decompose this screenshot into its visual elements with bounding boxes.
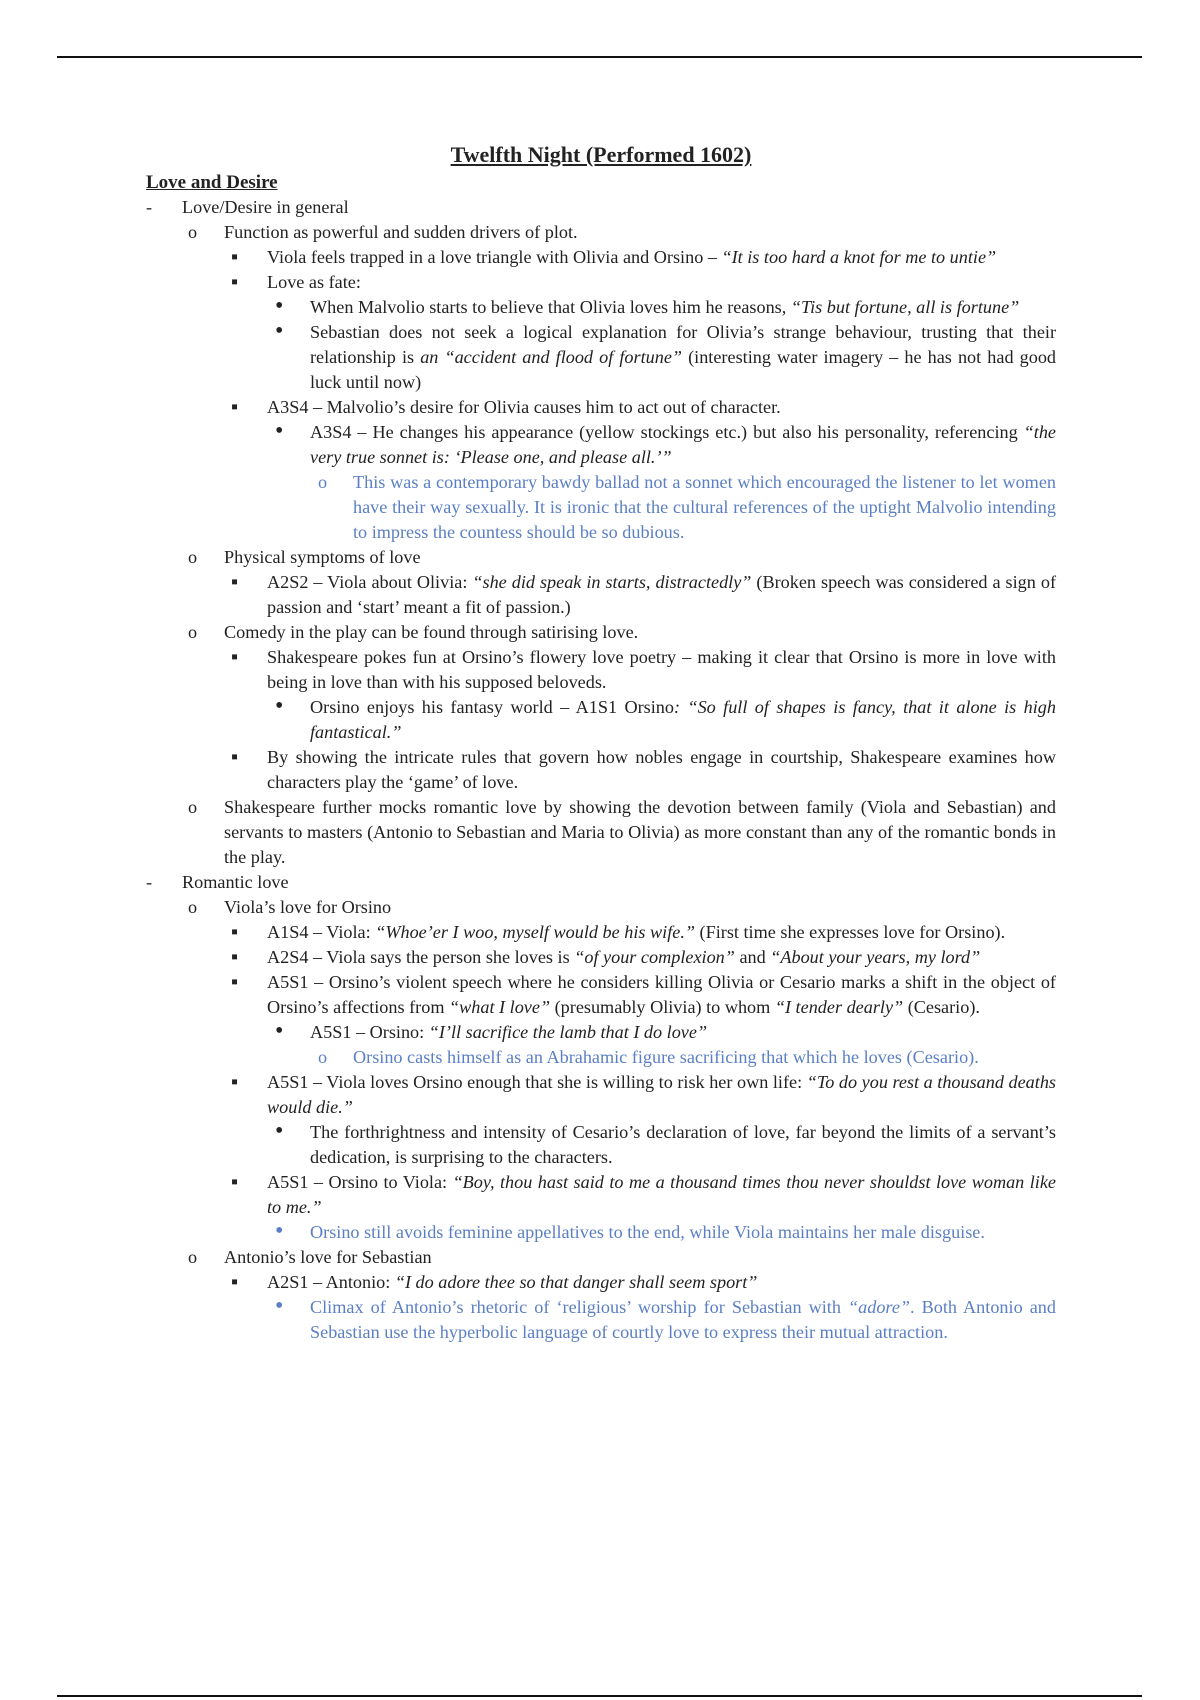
item-text: A2S1 – Antonio: bbox=[267, 1272, 395, 1292]
top-rule bbox=[57, 56, 1142, 58]
item-text: Shakespeare further mocks romantic love by showing the devotion between family (Viola and Sebastian) and servants to masters (Antonio to Sebastian and Maria to Olivia) as more constant than any of the romantic bonds in the play. bbox=[224, 797, 1056, 867]
dash-marker: - bbox=[146, 197, 153, 217]
outline-item-level-5 bbox=[146, 1045, 1056, 1070]
item-text: Love/Desire in general bbox=[182, 197, 349, 217]
square-bullet-icon: ▪ bbox=[231, 1171, 239, 1193]
square-bullet-icon: ▪ bbox=[231, 746, 239, 768]
outline-item-level-4 bbox=[146, 295, 1056, 320]
outline-item-level-4 bbox=[146, 320, 1056, 395]
item-text: Orsino casts himself as an Abrahamic figure sacrificing that which he loves (Cesario). bbox=[353, 1047, 979, 1067]
dash-marker: - bbox=[146, 872, 153, 892]
outline-item-level-2 bbox=[146, 545, 1056, 570]
round-bullet-icon: • bbox=[275, 418, 284, 444]
round-bullet-icon: • bbox=[275, 1293, 284, 1319]
item-text: A1S4 – Viola: bbox=[267, 922, 376, 942]
outline-item-level-3 bbox=[146, 245, 1056, 270]
square-bullet-icon: ▪ bbox=[231, 271, 239, 293]
quotation: “she did speak in starts, distractedly” bbox=[472, 572, 752, 592]
outline-item-level-3 bbox=[146, 645, 1056, 695]
bottom-rule bbox=[57, 1695, 1142, 1697]
item-text: The forthrightness and intensity of Cesario’s declaration of love, far beyond the limits of a servant’s dedication, is surprising to the characters. bbox=[310, 1122, 1056, 1167]
outline-item-level-4 bbox=[146, 1295, 1056, 1345]
outline-item-level-4 bbox=[146, 420, 1056, 470]
item-text: Climax of Antonio’s rhetoric of ‘religious’ worship for Sebastian with bbox=[310, 1297, 849, 1317]
item-text: When Malvolio starts to believe that Olivia loves him he reasons, bbox=[310, 297, 791, 317]
round-bullet-icon: • bbox=[275, 293, 284, 319]
document-body bbox=[146, 142, 1056, 1345]
item-text: Antonio’s love for Sebastian bbox=[224, 1247, 432, 1267]
square-bullet-icon: ▪ bbox=[231, 921, 239, 943]
outline-item-level-2 bbox=[146, 620, 1056, 645]
quotation: “Boy, thou hast said to me a thousand times thou never shouldst love woman like to me.” bbox=[267, 1172, 1056, 1217]
outline-item-level-4 bbox=[146, 1020, 1056, 1045]
item-text: A5S1 – Orsino’s violent speech where he considers killing Olivia or Cesario marks a shift in the object of Orsino’s affections from bbox=[267, 972, 1056, 1017]
quotation: “adore” bbox=[848, 1297, 911, 1317]
square-bullet-icon: ▪ bbox=[231, 396, 239, 418]
square-bullet-icon: ▪ bbox=[231, 971, 239, 993]
outline-item-level-4 bbox=[146, 1220, 1056, 1245]
circle-marker: o bbox=[188, 547, 198, 567]
circle-marker: o bbox=[188, 1247, 198, 1267]
item-text: Viola’s love for Orsino bbox=[224, 897, 392, 917]
quotation: “Whoe’er I woo, myself would be his wife.” bbox=[375, 922, 695, 942]
round-bullet-icon: • bbox=[275, 318, 284, 344]
quotation: “Tis but fortune, all is fortune” bbox=[790, 297, 1020, 317]
outline-item-level-1 bbox=[146, 195, 1056, 220]
square-bullet-icon: ▪ bbox=[231, 946, 239, 968]
round-bullet-icon: • bbox=[275, 1118, 284, 1144]
quotation: “It is too hard a knot for me to untie” bbox=[721, 247, 997, 267]
item-text: (interesting water imagery – he has not had good luck until now) bbox=[310, 347, 1057, 392]
item-text: Love as fate: bbox=[267, 272, 361, 292]
square-bullet-icon: ▪ bbox=[231, 1071, 239, 1093]
quotation: “I tender dearly” bbox=[774, 997, 904, 1017]
outline-item-level-4 bbox=[146, 695, 1056, 745]
item-text: Orsino still avoids feminine appellatives to the end, while Viola maintains her male disguise. bbox=[310, 1222, 985, 1242]
circle-marker: o bbox=[188, 797, 198, 817]
outline-item-level-3 bbox=[146, 920, 1056, 945]
item-text: A5S1 – Orsino to Viola: bbox=[267, 1172, 453, 1192]
square-bullet-icon: ▪ bbox=[231, 246, 239, 268]
circle-marker: o bbox=[188, 622, 198, 642]
square-bullet-icon: ▪ bbox=[231, 571, 239, 593]
square-bullet-icon: ▪ bbox=[231, 1271, 239, 1293]
item-text: (First time she expresses love for Orsino). bbox=[695, 922, 1006, 942]
outline-item-level-5 bbox=[146, 470, 1056, 545]
item-text: Physical symptoms of love bbox=[224, 547, 421, 567]
outline-item-level-3 bbox=[146, 1270, 1056, 1295]
outline-item-level-4 bbox=[146, 1120, 1056, 1170]
round-bullet-icon: • bbox=[275, 693, 284, 719]
round-bullet-icon: • bbox=[275, 1218, 284, 1244]
quotation: an “accident and flood of fortune” bbox=[420, 347, 683, 367]
item-text: Viola feels trapped in a love triangle with Olivia and Orsino – bbox=[267, 247, 722, 267]
outline-item-level-3 bbox=[146, 270, 1056, 295]
item-text: Function as powerful and sudden drivers of plot. bbox=[224, 222, 578, 242]
item-text: A5S1 – Viola loves Orsino enough that she is willing to risk her own life: bbox=[267, 1072, 807, 1092]
outline-item-level-3 bbox=[146, 570, 1056, 620]
outline-item-level-3 bbox=[146, 745, 1056, 795]
item-text: (Broken speech was considered a sign of passion and ‘start’ meant a fit of passion.) bbox=[267, 572, 1057, 617]
outline-item-level-2 bbox=[146, 1245, 1056, 1270]
section-heading: Love and Desire bbox=[146, 172, 278, 193]
quotation: “the very true sonnet is: ‘Please one, and please all.’” bbox=[310, 422, 1056, 467]
quotation: : “So full of shapes is fancy, that it alone is high fantastical.” bbox=[310, 697, 1056, 742]
item-text: A2S4 – Viola says the person she loves is bbox=[267, 947, 575, 967]
outline-list bbox=[146, 195, 1056, 1345]
quotation: “About your years, my lord” bbox=[770, 947, 981, 967]
circle-marker: o bbox=[188, 222, 198, 242]
quotation: “of your complexion” bbox=[574, 947, 735, 967]
item-text: A3S4 – He changes his appearance (yellow stockings etc.) but also his personality, referencing bbox=[310, 422, 1024, 442]
outline-item-level-1 bbox=[146, 870, 1056, 895]
item-text: Sebastian does not seek a logical explanation for Olivia’s strange behaviour, trusting that their relationship is bbox=[310, 322, 1056, 367]
outline-item-level-3 bbox=[146, 1170, 1056, 1220]
square-bullet-icon: ▪ bbox=[231, 646, 239, 668]
item-text: Orsino enjoys his fantasy world – A1S1 Orsino bbox=[310, 697, 674, 717]
item-text: This was a contemporary bawdy ballad not a sonnet which encouraged the listener to let women have their way sexually. It is ironic that the cultural references of the uptight Malvolio intending to impress the countess should be so dubious. bbox=[353, 472, 1056, 542]
circle-marker: o bbox=[318, 1047, 328, 1067]
item-text: and bbox=[734, 947, 771, 967]
item-text: Comedy in the play can be found through satirising love. bbox=[224, 622, 639, 642]
item-text: Romantic love bbox=[182, 872, 289, 892]
outline-item-level-2 bbox=[146, 895, 1056, 920]
outline-item-level-3 bbox=[146, 970, 1056, 1020]
outline-item-level-3 bbox=[146, 945, 1056, 970]
item-text: A2S2 – Viola about Olivia: bbox=[267, 572, 473, 592]
quotation: “what I love” bbox=[449, 997, 551, 1017]
item-text: By showing the intricate rules that govern how nobles engage in courtship, Shakespeare examines how characters play the ‘game’ of love. bbox=[267, 747, 1056, 792]
outline-item-level-3 bbox=[146, 1070, 1056, 1120]
item-text: Shakespeare pokes fun at Orsino’s flowery love poetry – making it clear that Orsino is more in love with being in love than with his supposed beloveds. bbox=[267, 647, 1056, 692]
circle-marker: o bbox=[318, 472, 328, 492]
document-title: Twelfth Night (Performed 1602) bbox=[450, 142, 752, 167]
item-text: A3S4 – Malvolio’s desire for Olivia causes him to act out of character. bbox=[267, 397, 781, 417]
outline-item-level-3 bbox=[146, 395, 1056, 420]
quotation: “I do adore thee so that danger shall seem sport” bbox=[394, 1272, 758, 1292]
circle-marker: o bbox=[188, 897, 198, 917]
item-text: A5S1 – Orsino: bbox=[310, 1022, 429, 1042]
outline-item-level-2 bbox=[146, 220, 1056, 245]
item-text: (Cesario). bbox=[903, 997, 980, 1017]
round-bullet-icon: • bbox=[275, 1018, 284, 1044]
quotation: “To do you rest a thousand deaths would die.” bbox=[267, 1072, 1056, 1117]
item-text: . Both Antonio and Sebastian use the hyperbolic language of courtly love to express their mutual attraction. bbox=[310, 1297, 1056, 1342]
item-text: (presumably Olivia) to whom bbox=[550, 997, 775, 1017]
quotation: “I’ll sacrifice the lamb that I do love” bbox=[428, 1022, 708, 1042]
outline-item-level-2 bbox=[146, 795, 1056, 870]
